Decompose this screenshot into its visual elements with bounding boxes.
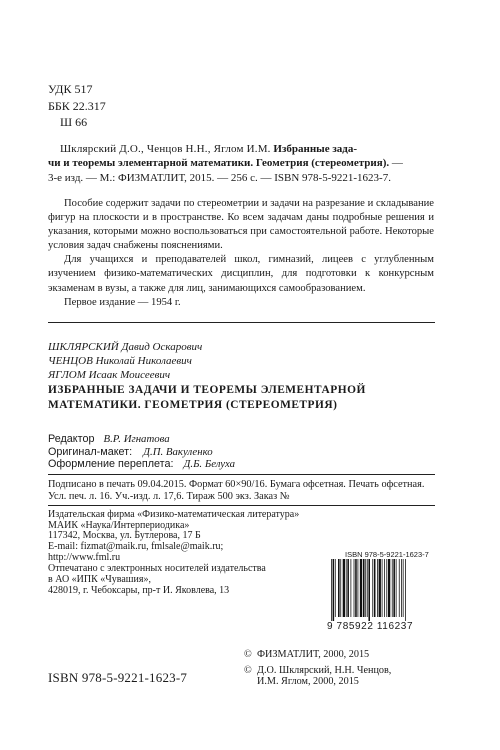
barcode-digits: 9 785922 116237 (327, 621, 414, 632)
abstract-paragraph-2: Для учащихся и преподавателей школ, гимназий, лицеев с углубленным изучением физико-математических дисциплин, для подготовки к конкурсным экзаменам в вузы, а также для лиц, занимающихся самообразованием. (48, 254, 434, 294)
author-1: ШКЛЯРСКИЙ Давид Оскарович (48, 341, 203, 353)
barcode-icon (327, 557, 437, 621)
book-title (48, 383, 366, 412)
bibliographic-citation (48, 142, 434, 185)
publisher-info (48, 510, 299, 564)
copyright-authors: © Д.О. Шклярский, Н.Н. Ченцов, И.М. Яглом, 2000, 2015 (244, 665, 392, 687)
isbn-main: ISBN 978-5-9221-1623-7 (48, 670, 188, 685)
print-info (48, 479, 438, 503)
divider-2 (48, 474, 435, 475)
citation-title-start: Избранные зада- (273, 143, 358, 155)
cover-name: Д.Б. Белуха (183, 458, 235, 471)
publisher-website: http://www.fml.ru (48, 551, 121, 563)
copyright-publisher: © ФИЗМАТЛИТ, 2000, 2015 (244, 649, 370, 660)
editor-name: В.Р. Игнатова (103, 433, 170, 445)
editor-row: Редактор В.Р. Игнатова (48, 433, 170, 445)
citation-title-rest: чи и теоремы элементарной математики. Геометрия (стереометрия). (48, 157, 390, 170)
book-title-line-1: ИЗБРАННЫЕ ЗАДАЧИ И ТЕОРЕМЫ ЭЛЕМЕНТАРНОЙ (48, 384, 366, 396)
citation-authors: Шклярский Д.О., Ченцов Н.Н., Яглом И.М. (60, 143, 271, 155)
classification-codes (48, 81, 106, 131)
divider-3 (48, 505, 435, 506)
abstract (48, 197, 434, 310)
author-3: ЯГЛОМ Исаак Моисеевич (48, 369, 171, 381)
printer-address: 428019, г. Чебоксары, пр-т И. Яковлева, 13 (48, 585, 230, 597)
publisher-line-2: МАИК «Наука/Интерпериодика» (48, 519, 190, 531)
publisher-line-1: Издательская фирма «Физико-математическая литература» (48, 509, 300, 520)
cover-row: Оформление переплета: Д.Б. Белуха (48, 458, 235, 471)
print-info-line-1: Подписано в печать 09.04.2015. Формат 60×90/16. Бумага офсетная. Печать офсетная. (48, 479, 425, 490)
editorial-staff (48, 433, 235, 471)
print-info-line-2: Усл. печ. л. 16. Уч.-изд. л. 17,6. Тираж 500 экз. Заказ № (48, 491, 290, 503)
publisher-email: E-mail: fizmat@maik.ru, fmlsale@maik.ru; (48, 541, 224, 553)
barcode-isbn-label: ISBN 978-5-9221-1623-7 (345, 550, 429, 559)
udk-code: УДК 517 (48, 82, 93, 96)
authors-list (48, 340, 202, 382)
book-title-line-2: МАТЕМАТИКИ. ГЕОМЕТРИЯ (СТЕРЕОМЕТРИЯ) (48, 398, 338, 411)
abstract-paragraph-3: Первое издание — 1954 г. (64, 296, 181, 308)
layout-name: Д.П. Вакуленко (143, 445, 213, 458)
citation-edition-line: 3-е изд. — М.: ФИЗМАТЛИТ, 2015. — 256 с. — ISBN 978-5-9221-1623-7. (48, 171, 391, 184)
abstract-paragraph-1: Пособие содержит задачи по стереометрии и задачи на разрезание и складывание фигур на плоскости и в пространстве. Ко всем задачам даны подробные решения и указания, которыми можно воспользоваться при самостоятельной работе. Некоторые условия задач снабжены пояснениями. (48, 198, 434, 252)
publisher-address: 117342, Москва, ул. Бутлерова, 17 Б (48, 530, 201, 542)
printer-line-2: в АО «ИПК «Чувашия», (48, 574, 151, 586)
bbk-code: ББК 22.317 (48, 98, 106, 113)
copyright-symbol: © (244, 665, 252, 676)
layout-row: Оригинал-макет: Д.П. Вакуленко (48, 445, 213, 458)
printer-info (48, 563, 266, 596)
author-2: ЧЕНЦОВ Николай Николаевич (48, 355, 192, 367)
printer-line-1: Отпечатано с электронных носителей издательства (48, 563, 266, 574)
divider (48, 322, 435, 323)
copyright-symbol: © (244, 649, 252, 660)
author-sign-code: Ш 66 (60, 115, 88, 129)
citation-dash: — (389, 157, 403, 170)
